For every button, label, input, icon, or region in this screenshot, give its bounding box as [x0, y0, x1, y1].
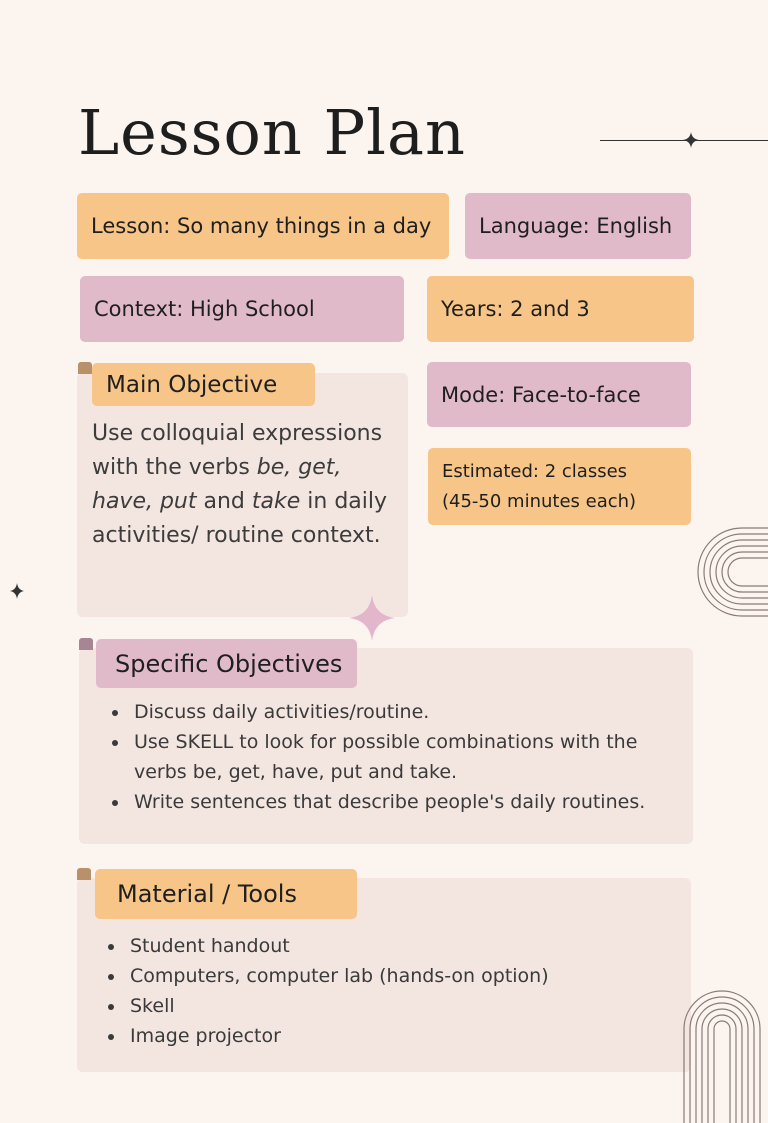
arch-decoration [683, 990, 761, 1123]
list-item: • Write sentences that describe people's daily routines. [130, 787, 678, 817]
materials-list [104, 931, 674, 1051]
sparkle-icon [349, 595, 395, 641]
main-objective-verb-take: take [251, 489, 301, 514]
specific-objectives-heading [96, 639, 357, 688]
mode-tag-text: Mode: Face-to-face [441, 382, 641, 407]
list-item: • Student handout [126, 931, 674, 961]
years-tag-text: Years: 2 and 3 [441, 297, 590, 321]
specific-objectives-heading-text: Specific Objectives [115, 649, 343, 678]
main-objective-text-part: and [196, 489, 252, 514]
sparkle-icon [10, 583, 24, 599]
years-tag [427, 276, 694, 342]
main-objective-heading-text: Main Objective [106, 371, 278, 398]
arch-decoration [698, 528, 768, 616]
lesson-tag-text: Lesson: So many things in a day [91, 214, 432, 238]
materials-heading [95, 869, 357, 919]
main-objective-text-part: Use colloquial expressions with the verbs [92, 421, 383, 480]
list-item: • Image projector [126, 1021, 674, 1051]
list-item: • Skell [126, 991, 674, 1021]
main-objective-verbs: be, get, have, put [92, 455, 342, 514]
language-tag [465, 193, 691, 259]
list-item: • Use SKELL to look for possible combinations with the verbs be, get, have, put and take. [130, 727, 678, 787]
page-title: Lesson Plan [78, 96, 466, 169]
context-tag [80, 276, 404, 342]
main-objective-heading [92, 363, 315, 406]
mode-tag [427, 362, 691, 427]
estimated-line-2: (45-50 minutes each) [442, 491, 637, 512]
main-objective-text-part: in daily activities/ routine context. [92, 489, 388, 548]
context-tag-text: Context: High School [94, 297, 315, 321]
materials-heading-text: Material / Tools [117, 880, 297, 908]
estimated-tag [428, 448, 691, 525]
list-item: • Discuss daily activities/routine. [130, 697, 678, 727]
estimated-line-1: Estimated: 2 classes [442, 461, 628, 482]
lesson-tag [77, 193, 449, 259]
main-objective-tab-corner [78, 362, 92, 374]
list-item: • Computers, computer lab (hands-on option) [126, 961, 674, 991]
specific-objectives-list [108, 697, 678, 817]
main-objective-text [92, 417, 392, 553]
language-tag-text: Language: English [479, 214, 673, 238]
specific-objectives-tab-corner [79, 638, 93, 650]
sparkle-icon [683, 132, 699, 148]
materials-tab-corner [77, 868, 91, 880]
